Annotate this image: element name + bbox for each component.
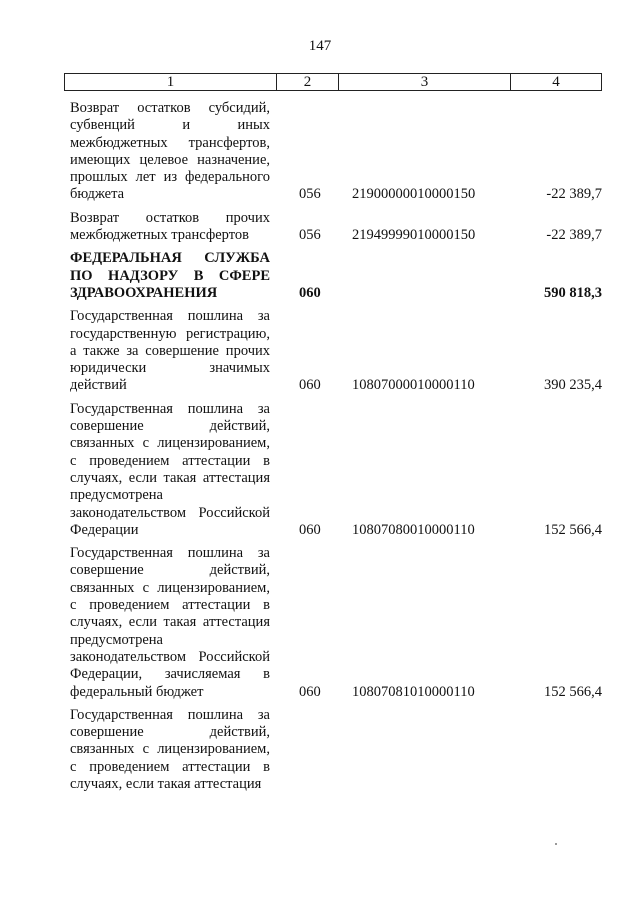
table-row — [0, 100, 640, 204]
row-description: Государственная пошлина за совершение действий, связанных с лицензированием, с проведением аттестации в случаях, если такая аттестация — [70, 706, 270, 792]
row-description: Государственная пошлина за государственную регистрацию, а также за совершение прочих юридически значимых действий — [70, 308, 270, 394]
row-budget-code: 21900000010000150 — [352, 186, 476, 203]
table-row — [0, 545, 640, 701]
header-col-3: 3 — [338, 74, 510, 90]
table-row — [0, 401, 640, 539]
table-row — [0, 707, 640, 793]
row-admin-code: 060 — [299, 377, 321, 394]
row-budget-code: 10807081010000110 — [352, 683, 475, 700]
table-row — [0, 210, 640, 245]
row-amount: 590 818,3 — [544, 284, 602, 301]
row-admin-code: 060 — [299, 683, 321, 700]
header-col-1: 1 — [166, 74, 175, 90]
table-body — [0, 100, 640, 799]
table-row — [0, 250, 640, 302]
row-amount: 152 566,4 — [544, 683, 602, 700]
row-budget-code: 10807000010000110 — [352, 377, 475, 394]
page-number: 147 — [308, 38, 332, 54]
row-amount: 152 566,4 — [544, 521, 602, 538]
row-description: Возврат остатков субсидий, субвенций и иных межбюджетных трансфертов, имеющих целевое назначение, прошлых лет из федерального бюджета — [70, 100, 270, 203]
row-amount: -22 389,7 — [546, 186, 602, 203]
header-col-2: 2 — [276, 74, 338, 90]
row-admin-code: 060 — [299, 521, 321, 538]
row-amount: -22 389,7 — [546, 227, 602, 244]
row-admin-code: 056 — [299, 227, 321, 244]
header-col-4: 4 — [510, 74, 601, 90]
row-description: Возврат остатков прочих межбюджетных трансфертов — [70, 209, 270, 244]
row-budget-code: 21949999010000150 — [352, 227, 476, 244]
scan-speck — [555, 843, 557, 845]
row-amount: 390 235,4 — [544, 377, 602, 394]
row-description: Государственная пошлина за совершение действий, связанных с лицензированием, с проведением аттестации в случаях, если такая аттестация предусмотрена законодательством Российской Федерации — [70, 400, 270, 538]
table-header — [64, 73, 602, 91]
row-description: ФЕДЕРАЛЬНАЯ СЛУЖБА ПО НАДЗОРУ В СФЕРЕ ЗДРАВООХРАНЕНИЯ — [70, 250, 270, 301]
row-description: Государственная пошлина за совершение действий, связанных с лицензированием, с проведением аттестации в случаях, если такая аттестация предусмотрена законодательством Российской Федерации, зачисляемая в федеральный бюджет — [70, 545, 270, 700]
row-admin-code: 060 — [299, 284, 321, 301]
table-row — [0, 308, 640, 394]
row-admin-code: 056 — [299, 186, 321, 203]
row-budget-code: 10807080010000110 — [352, 521, 475, 538]
